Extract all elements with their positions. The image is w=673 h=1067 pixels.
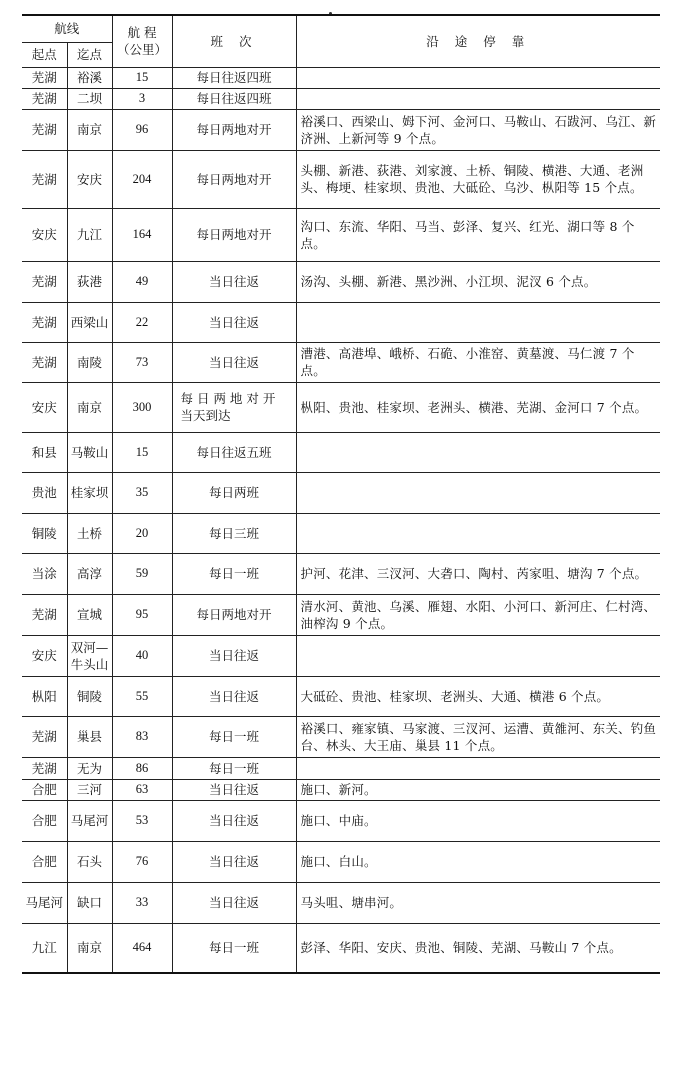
stops-cell — [296, 432, 660, 472]
route-start-cell: 马尾河 — [22, 882, 67, 923]
route-end-cell: 桂家坝 — [67, 472, 112, 513]
table-row — [22, 208, 660, 261]
table-row — [22, 757, 660, 779]
table-row — [22, 800, 660, 841]
route-end-cell: 石头 — [67, 841, 112, 882]
distance-cell: 55 — [112, 676, 172, 716]
table-row — [22, 432, 660, 472]
header-distance: 航 程 （公里） — [112, 15, 172, 67]
route-end-cell: 南京 — [67, 923, 112, 973]
table-row — [22, 882, 660, 923]
route-end-cell: 巢县 — [67, 716, 112, 757]
route-end-cell: 缺口 — [67, 882, 112, 923]
stops-cell — [296, 757, 660, 779]
header-stops: 沿 途 停 靠 — [296, 15, 660, 67]
route-end-cell: 南京 — [67, 109, 112, 150]
route-start-cell: 安庆 — [22, 382, 67, 432]
route-end-cell: 双河— 牛头山 — [67, 635, 112, 676]
table-row — [22, 779, 660, 800]
route-end-cell: 高淳 — [67, 553, 112, 594]
distance-cell: 73 — [112, 342, 172, 382]
header-schedule: 班 次 — [172, 15, 296, 67]
schedule-cell: 每 日 两 地 对 开 当天到达 — [172, 382, 296, 432]
table-row — [22, 841, 660, 882]
distance-cell: 95 — [112, 594, 172, 635]
distance-cell: 83 — [112, 716, 172, 757]
stops-cell: 施口、中庙。 — [296, 800, 660, 841]
schedule-cell: 每日一班 — [172, 923, 296, 973]
stops-cell: 头棚、新港、荻港、刘家渡、土桥、铜陵、横港、大通、老洲头、梅埂、桂家坝、贵池、大砥砼、乌沙、枞阳等 15 个点。 — [296, 150, 660, 208]
table-row — [22, 342, 660, 382]
stops-cell: 裕溪口、雍家镇、马家渡、三汊河、运漕、黄雒河、东关、钓鱼台、林头、大王庙、巢县 11 个点。 — [296, 716, 660, 757]
route-end-cell: 安庆 — [67, 150, 112, 208]
route-start-cell: 安庆 — [22, 635, 67, 676]
route-start-cell: 芜湖 — [22, 88, 67, 109]
route-end-cell: 西梁山 — [67, 302, 112, 342]
schedule-cell: 当日往返 — [172, 635, 296, 676]
distance-cell: 464 — [112, 923, 172, 973]
distance-cell: 53 — [112, 800, 172, 841]
route-start-cell: 当涂 — [22, 553, 67, 594]
route-end-cell: 铜陵 — [67, 676, 112, 716]
table-row — [22, 635, 660, 676]
route-start-cell: 芜湖 — [22, 716, 67, 757]
schedule-cell: 当日往返 — [172, 342, 296, 382]
stops-cell — [296, 302, 660, 342]
stops-cell: 施口、新河。 — [296, 779, 660, 800]
table-row — [22, 594, 660, 635]
stops-cell: 清水河、黄池、乌溪、雁翅、水阳、小河口、新河庄、仁村湾、油榨沟 9 个点。 — [296, 594, 660, 635]
distance-cell: 15 — [112, 432, 172, 472]
stops-cell — [296, 88, 660, 109]
table-row — [22, 553, 660, 594]
route-start-cell: 安庆 — [22, 208, 67, 261]
stops-cell: 马头咀、塘串河。 — [296, 882, 660, 923]
route-start-cell: 合肥 — [22, 800, 67, 841]
route-end-cell: 土桥 — [67, 513, 112, 553]
schedule-cell: 每日两地对开 — [172, 594, 296, 635]
header-start: 起点 — [22, 42, 67, 67]
stops-cell: 汤沟、头棚、新港、黑沙洲、小江坝、泥汊 6 个点。 — [296, 261, 660, 302]
schedule-cell: 每日一班 — [172, 553, 296, 594]
stops-cell: 施口、白山。 — [296, 841, 660, 882]
header-end: 迄点 — [67, 42, 112, 67]
distance-cell: 204 — [112, 150, 172, 208]
distance-cell: 35 — [112, 472, 172, 513]
stops-cell — [296, 635, 660, 676]
schedule-cell: 每日两地对开 — [172, 109, 296, 150]
table-row — [22, 302, 660, 342]
distance-cell: 40 — [112, 635, 172, 676]
schedule-cell: 每日一班 — [172, 716, 296, 757]
shipping-route-table — [22, 14, 660, 974]
route-start-cell: 芜湖 — [22, 261, 67, 302]
schedule-cell: 每日两地对开 — [172, 208, 296, 261]
route-end-cell: 二坝 — [67, 88, 112, 109]
table-row — [22, 261, 660, 302]
distance-cell: 3 — [112, 88, 172, 109]
route-end-cell: 宣城 — [67, 594, 112, 635]
route-end-cell: 马尾河 — [67, 800, 112, 841]
route-start-cell: 和县 — [22, 432, 67, 472]
route-end-cell: 马鞍山 — [67, 432, 112, 472]
schedule-cell: 每日往返四班 — [172, 67, 296, 88]
stops-cell — [296, 472, 660, 513]
table-row — [22, 88, 660, 109]
table-row — [22, 67, 660, 88]
header-route: 航线 — [22, 15, 112, 42]
route-start-cell: 合肥 — [22, 779, 67, 800]
distance-cell: 59 — [112, 553, 172, 594]
stops-cell: 枞阳、贵池、桂家坝、老洲头、横港、芜湖、金河口 7 个点。 — [296, 382, 660, 432]
schedule-cell: 每日三班 — [172, 513, 296, 553]
stops-cell: 裕溪口、西梁山、姆下河、金河口、马鞍山、石跋河、乌江、新济洲、上新河等 9 个点。 — [296, 109, 660, 150]
route-end-cell: 南陵 — [67, 342, 112, 382]
schedule-cell: 每日往返四班 — [172, 88, 296, 109]
table-row — [22, 923, 660, 973]
route-start-cell: 芜湖 — [22, 594, 67, 635]
distance-cell: 20 — [112, 513, 172, 553]
table-row — [22, 382, 660, 432]
schedule-cell: 当日往返 — [172, 261, 296, 302]
stops-cell: 大砥砼、贵池、桂家坝、老洲头、大通、横港 6 个点。 — [296, 676, 660, 716]
distance-cell: 49 — [112, 261, 172, 302]
distance-cell: 63 — [112, 779, 172, 800]
table-row — [22, 472, 660, 513]
schedule-cell: 每日一班 — [172, 757, 296, 779]
distance-cell: 300 — [112, 382, 172, 432]
route-end-cell: 荻港 — [67, 261, 112, 302]
route-rows — [22, 67, 660, 973]
distance-cell: 96 — [112, 109, 172, 150]
route-end-cell: 九江 — [67, 208, 112, 261]
route-start-cell: 贵池 — [22, 472, 67, 513]
route-end-cell: 裕溪 — [67, 67, 112, 88]
schedule-cell: 当日往返 — [172, 841, 296, 882]
distance-cell: 164 — [112, 208, 172, 261]
table-row — [22, 676, 660, 716]
table-row — [22, 109, 660, 150]
route-start-cell: 芜湖 — [22, 109, 67, 150]
route-start-cell: 枞阳 — [22, 676, 67, 716]
route-start-cell: 芜湖 — [22, 757, 67, 779]
stops-cell: 彭泽、华阳、安庆、贵池、铜陵、芜湖、马鞍山 7 个点。 — [296, 923, 660, 973]
distance-cell: 15 — [112, 67, 172, 88]
distance-cell: 22 — [112, 302, 172, 342]
route-end-cell: 南京 — [67, 382, 112, 432]
schedule-cell: 每日两地对开 — [172, 150, 296, 208]
schedule-cell: 当日往返 — [172, 779, 296, 800]
schedule-cell: 每日往返五班 — [172, 432, 296, 472]
route-start-cell: 芜湖 — [22, 342, 67, 382]
route-start-cell: 芜湖 — [22, 150, 67, 208]
table-row — [22, 716, 660, 757]
distance-cell: 86 — [112, 757, 172, 779]
distance-cell: 33 — [112, 882, 172, 923]
schedule-cell: 当日往返 — [172, 302, 296, 342]
schedule-cell: 当日往返 — [172, 800, 296, 841]
route-start-cell: 芜湖 — [22, 67, 67, 88]
route-end-cell: 无为 — [67, 757, 112, 779]
table-row — [22, 513, 660, 553]
stops-cell — [296, 513, 660, 553]
schedule-cell: 每日两班 — [172, 472, 296, 513]
schedule-cell: 当日往返 — [172, 882, 296, 923]
schedule-cell: 当日往返 — [172, 676, 296, 716]
stops-cell — [296, 67, 660, 88]
route-start-cell: 铜陵 — [22, 513, 67, 553]
distance-cell: 76 — [112, 841, 172, 882]
stops-cell: 护河、花津、三汊河、大砻口、陶村、芮家咀、塘沟 7 个点。 — [296, 553, 660, 594]
table-row — [22, 150, 660, 208]
route-start-cell: 九江 — [22, 923, 67, 973]
stops-cell: 沟口、东流、华阳、马当、彭泽、复兴、红光、湖口等 8 个点。 — [296, 208, 660, 261]
route-start-cell: 合肥 — [22, 841, 67, 882]
stops-cell: 漕港、高港埠、峨桥、石硊、小淮窑、黄墓渡、马仁渡 7 个点。 — [296, 342, 660, 382]
route-start-cell: 芜湖 — [22, 302, 67, 342]
route-end-cell: 三河 — [67, 779, 112, 800]
